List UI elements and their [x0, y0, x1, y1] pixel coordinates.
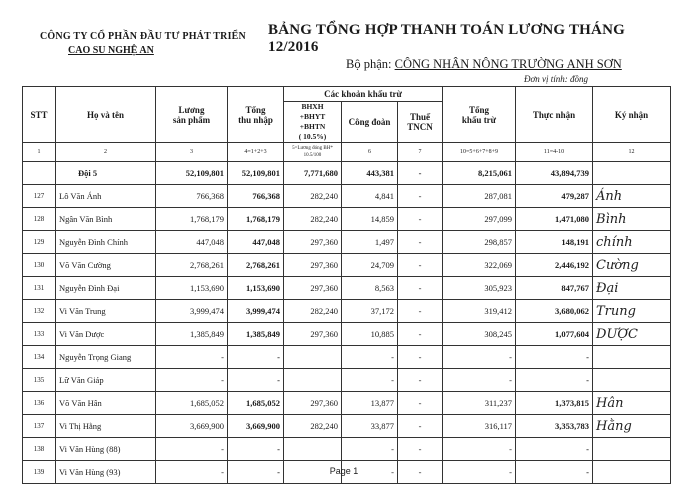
employee-income: 447,048	[228, 231, 284, 254]
employee-net: 1,471,080	[516, 208, 593, 231]
employee-union: 24,709	[342, 254, 398, 277]
employee-stt: 131	[23, 277, 56, 300]
employee-union: 33,877	[342, 415, 398, 438]
employee-signature: Ánh	[593, 185, 671, 208]
group-name: Đội 5	[56, 162, 156, 185]
employee-income: 1,153,690	[228, 277, 284, 300]
employee-income: -	[228, 438, 284, 461]
employee-total-deductions: -	[443, 369, 516, 392]
col-tax-l1: Thuế	[410, 112, 431, 122]
employee-name: Nguyễn Trọng Giang	[56, 346, 156, 369]
employee-stt: 130	[23, 254, 56, 277]
employee-income: -	[228, 461, 284, 484]
employee-insurance: 297,360	[284, 277, 342, 300]
table-row	[23, 346, 671, 369]
employee-insurance	[284, 369, 342, 392]
table-row	[23, 300, 671, 323]
table-row	[23, 415, 671, 438]
employee-union: -	[342, 438, 398, 461]
employee-name: Ngân Văn Bình	[56, 208, 156, 231]
col-net: Thực nhận	[516, 87, 593, 143]
table-row	[23, 254, 671, 277]
employee-salary: 1,768,179	[156, 208, 228, 231]
employee-union: 14,859	[342, 208, 398, 231]
col-union: Công đoàn	[342, 102, 398, 143]
col-ins-l2: +BHYT	[299, 112, 326, 121]
employee-net: 3,353,783	[516, 415, 593, 438]
employee-total-deductions: -	[443, 346, 516, 369]
document-title: BẢNG TỔNG HỢP THANH TOÁN LƯƠNG THÁNG 12/2016	[268, 22, 625, 55]
formula-cell: 12	[593, 143, 671, 162]
group-income: 52,109,801	[228, 162, 284, 185]
employee-total-deductions: 297,099	[443, 208, 516, 231]
unit-note: Đơn vị tính: đồng	[524, 74, 589, 84]
employee-union: 10,885	[342, 323, 398, 346]
col-income-l2: thu nhập	[238, 114, 273, 125]
employee-name: Võ Văn Cường	[56, 254, 156, 277]
employee-salary: 1,385,849	[156, 323, 228, 346]
employee-net: 3,680,062	[516, 300, 593, 323]
employee-tax: -	[398, 231, 443, 254]
col-total-ded-l1: Tổng	[469, 104, 490, 115]
company-subname: CAO SU NGHỆ AN	[68, 45, 154, 56]
employee-insurance: 282,240	[284, 300, 342, 323]
group-salary: 52,109,801	[156, 162, 228, 185]
employee-stt: 127	[23, 185, 56, 208]
table-row	[23, 185, 671, 208]
employee-salary: 3,669,900	[156, 415, 228, 438]
employee-union: 4,841	[342, 185, 398, 208]
employee-salary: 447,048	[156, 231, 228, 254]
company-name: CÔNG TY CỔ PHẦN ĐẦU TƯ PHÁT TRIỂN	[40, 31, 246, 42]
employee-insurance: 297,360	[284, 254, 342, 277]
employee-tax: -	[398, 300, 443, 323]
employee-net: 1,373,815	[516, 392, 593, 415]
employee-stt: 128	[23, 208, 56, 231]
employee-signature	[593, 438, 671, 461]
employee-insurance	[284, 346, 342, 369]
table-row	[23, 392, 671, 415]
employee-tax: -	[398, 461, 443, 484]
employee-total-deductions: 298,857	[443, 231, 516, 254]
employee-name: Vi Văn Trung	[56, 300, 156, 323]
col-ins-l4: ( 10.5%)	[298, 132, 327, 141]
employee-net: 479,287	[516, 185, 593, 208]
employee-signature	[593, 346, 671, 369]
col-name: Họ và tên	[56, 87, 156, 143]
employee-signature: Trung	[593, 300, 671, 323]
employee-tax: -	[398, 392, 443, 415]
col-ins-l1: BHXH	[301, 102, 324, 111]
employee-signature: DƯỢC	[593, 323, 671, 346]
table-row	[23, 323, 671, 346]
employee-income: 3,669,900	[228, 415, 284, 438]
employee-net: -	[516, 438, 593, 461]
col-income	[228, 87, 284, 143]
employee-total-deductions: 287,081	[443, 185, 516, 208]
employee-signature: Hằng	[593, 415, 671, 438]
employee-union: -	[342, 346, 398, 369]
employee-stt: 139	[23, 461, 56, 484]
employee-stt: 138	[23, 438, 56, 461]
formula-cell: 1	[23, 143, 56, 162]
col-tax	[398, 102, 443, 143]
employee-stt: 133	[23, 323, 56, 346]
page-number: Page 1	[329, 466, 359, 476]
table-row	[23, 231, 671, 254]
employee-signature: Bình	[593, 208, 671, 231]
col-tax-l2: TNCN	[407, 122, 433, 132]
employee-insurance: 297,360	[284, 392, 342, 415]
employee-total-deductions: 322,069	[443, 254, 516, 277]
group-stt	[23, 162, 56, 185]
col-salary	[156, 87, 228, 143]
employee-union: 8,563	[342, 277, 398, 300]
employee-income: 1,685,052	[228, 392, 284, 415]
group-union: 443,381	[342, 162, 398, 185]
employee-union: 13,877	[342, 392, 398, 415]
employee-total-deductions: 319,412	[443, 300, 516, 323]
col-salary-l1: Lương	[178, 104, 205, 115]
employee-name: Nguyễn Đình Chính	[56, 231, 156, 254]
employee-tax: -	[398, 185, 443, 208]
employee-name: Vi Văn Hùng (88)	[56, 438, 156, 461]
employee-insurance: 282,240	[284, 208, 342, 231]
employee-income: -	[228, 369, 284, 392]
employee-net: 1,077,604	[516, 323, 593, 346]
employee-total-deductions: 308,245	[443, 323, 516, 346]
employee-net: -	[516, 346, 593, 369]
employee-salary: 3,999,474	[156, 300, 228, 323]
employee-insurance: 297,360	[284, 323, 342, 346]
employee-stt: 134	[23, 346, 56, 369]
payroll-table	[22, 86, 671, 484]
employee-income: 2,768,261	[228, 254, 284, 277]
employee-tax: -	[398, 208, 443, 231]
employee-net: 148,191	[516, 231, 593, 254]
company-header	[40, 30, 246, 58]
employee-stt: 135	[23, 369, 56, 392]
formula-cell: 7	[398, 143, 443, 162]
employee-tax: -	[398, 254, 443, 277]
employee-income: 1,768,179	[228, 208, 284, 231]
employee-total-deductions: 316,117	[443, 415, 516, 438]
formula-cell: 6	[342, 143, 398, 162]
employee-signature: Đại	[593, 277, 671, 300]
employee-total-deductions: 311,237	[443, 392, 516, 415]
formula-cell: 10=5+6+7+8+9	[443, 143, 516, 162]
employee-name: Võ Văn Hân	[56, 392, 156, 415]
col-total-deductions	[443, 87, 516, 143]
employee-stt: 137	[23, 415, 56, 438]
employee-total-deductions: -	[443, 438, 516, 461]
department-line	[346, 57, 668, 72]
employee-income: -	[228, 346, 284, 369]
employee-insurance	[284, 438, 342, 461]
employee-salary: -	[156, 346, 228, 369]
table-row	[23, 369, 671, 392]
employee-net: -	[516, 461, 593, 484]
employee-salary: 1,685,052	[156, 392, 228, 415]
employee-name: Vi Thị Hằng	[56, 415, 156, 438]
employee-income: 3,999,474	[228, 300, 284, 323]
employee-signature: Cường	[593, 254, 671, 277]
employee-salary: -	[156, 369, 228, 392]
employee-stt: 132	[23, 300, 56, 323]
employee-tax: -	[398, 323, 443, 346]
employee-signature: chính	[593, 231, 671, 254]
department-label: Bộ phận:	[346, 57, 392, 71]
employee-income: 1,385,849	[228, 323, 284, 346]
employee-tax: -	[398, 346, 443, 369]
col-ins-l3: +BHTN	[299, 122, 326, 131]
employee-total-deductions: -	[443, 461, 516, 484]
employee-union: -	[342, 461, 398, 484]
formula-cell: 5=Lương đóng BH* 10.5/100	[284, 143, 342, 162]
employee-signature: Hân	[593, 392, 671, 415]
formula-row	[23, 143, 671, 162]
employee-tax: -	[398, 277, 443, 300]
employee-salary: -	[156, 438, 228, 461]
employee-tax: -	[398, 415, 443, 438]
col-stt: STT	[23, 87, 56, 143]
employee-net: -	[516, 369, 593, 392]
formula-cell: 3	[156, 143, 228, 162]
employee-name: Nguyễn Đình Đại	[56, 277, 156, 300]
col-salary-l2: sản phẩm	[172, 114, 211, 125]
col-insurance	[284, 102, 342, 143]
department-value: CÔNG NHÂN NÔNG TRƯỜNG ANH SƠN	[394, 57, 622, 71]
employee-income: 766,368	[228, 185, 284, 208]
group-sign	[593, 162, 671, 185]
employee-name: Lô Văn Ánh	[56, 185, 156, 208]
group-tax: -	[398, 162, 443, 185]
employee-union: 1,497	[342, 231, 398, 254]
employee-stt: 129	[23, 231, 56, 254]
group-row	[23, 162, 671, 185]
table-row	[23, 277, 671, 300]
document-header	[268, 22, 668, 72]
employee-name: Lữ Văn Giáp	[56, 369, 156, 392]
employee-net: 2,446,192	[516, 254, 593, 277]
employee-salary: 1,153,690	[156, 277, 228, 300]
formula-cell: 2	[56, 143, 156, 162]
table-row	[23, 208, 671, 231]
employee-signature	[593, 369, 671, 392]
col-total-ded-l2: khấu trừ	[461, 114, 497, 125]
employee-salary: 2,768,261	[156, 254, 228, 277]
group-total-deductions: 8,215,061	[443, 162, 516, 185]
formula-cell: 11=4-10	[516, 143, 593, 162]
employee-net: 847,767	[516, 277, 593, 300]
employee-total-deductions: 305,923	[443, 277, 516, 300]
employee-union: -	[342, 369, 398, 392]
employee-insurance: 282,240	[284, 415, 342, 438]
employee-insurance: 282,240	[284, 185, 342, 208]
formula-cell: 4=1+2+3	[228, 143, 284, 162]
col-sign: Ký nhận	[593, 87, 671, 143]
group-net: 43,894,739	[516, 162, 593, 185]
employee-name: Vi Văn Dược	[56, 323, 156, 346]
employee-salary: 766,368	[156, 185, 228, 208]
employee-tax: -	[398, 438, 443, 461]
employee-name: Vi Văn Hùng (93)	[56, 461, 156, 484]
col-income-l1: Tổng	[245, 104, 266, 115]
col-deductions: Các khoản khấu trừ	[284, 87, 443, 102]
table-row	[23, 438, 671, 461]
employee-insurance: 297,360	[284, 231, 342, 254]
employee-stt: 136	[23, 392, 56, 415]
employee-union: 37,172	[342, 300, 398, 323]
group-insurance: 7,771,680	[284, 162, 342, 185]
employee-salary: -	[156, 461, 228, 484]
employee-tax: -	[398, 369, 443, 392]
